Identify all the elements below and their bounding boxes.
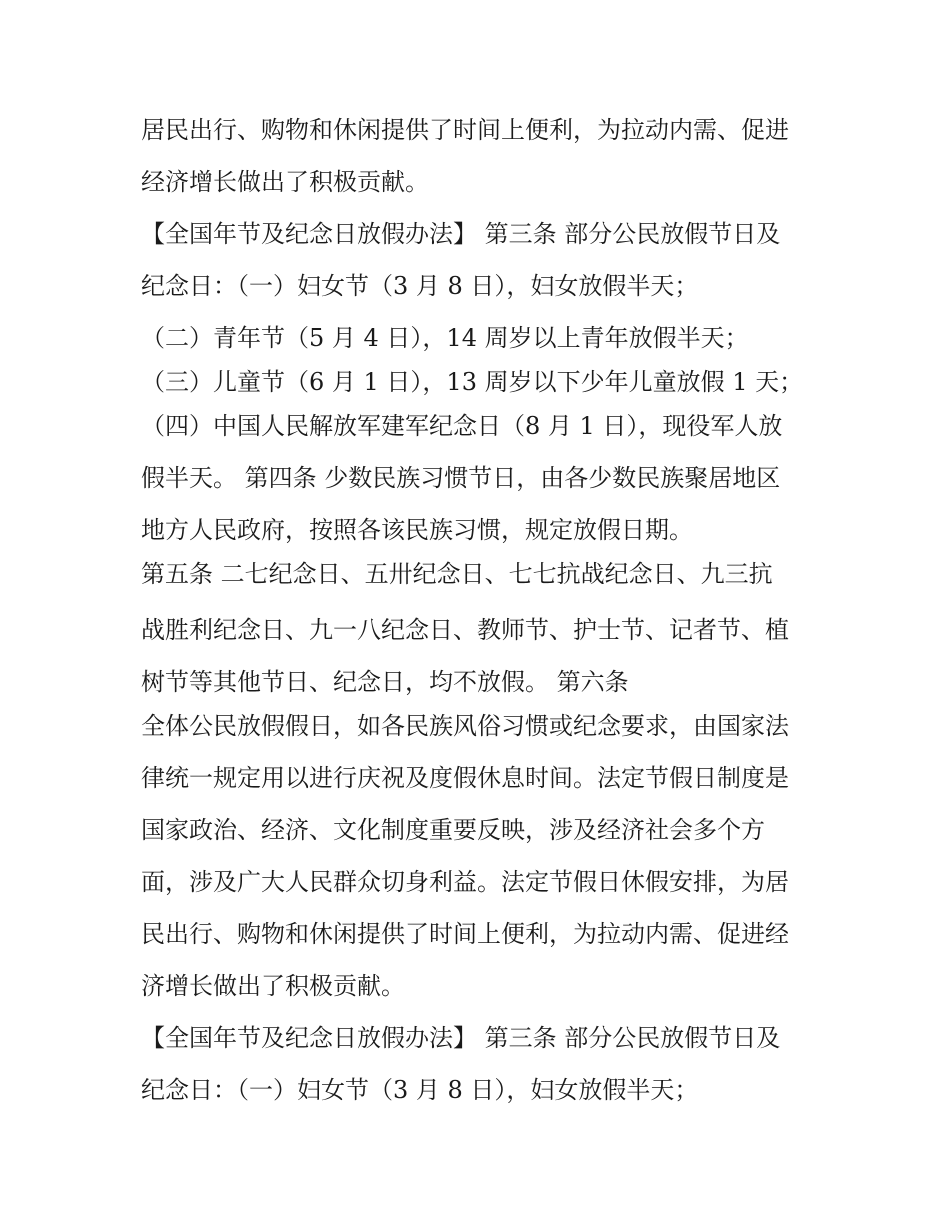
body-text: [141, 104, 821, 1116]
text-line: 民出行、购物和休闲提供了时间上便利，为拉动内需、促进经: [141, 920, 789, 948]
text-line: 【全国年节及纪念日放假办法】 第三条 部分公民放假节日及: [141, 220, 781, 248]
text-line: 全体公民放假假日，如各民族风俗习惯或纪念要求，由国家法: [141, 712, 789, 740]
text-line: 面，涉及广大人民群众切身利益。法定节假日休假安排，为居: [141, 868, 789, 896]
text-line: 战胜利纪念日、九一八纪念日、教师节、护士节、记者节、植: [141, 616, 789, 644]
text-line: 假半天。 第四条 少数民族习惯节日，由各少数民族聚居地区: [141, 464, 781, 492]
text-line: 居民出行、购物和休闲提供了时间上便利，为拉动内需、促进: [141, 116, 789, 144]
text-line: 济增长做出了积极贡献。: [141, 972, 405, 1000]
text-line: （二）青年节（5 月 4 日），14 周岁以上青年放假半天；: [141, 324, 749, 352]
text-line: 纪念日：（一）妇女节（3 月 8 日），妇女放假半天；: [141, 1076, 699, 1104]
text-line: 【全国年节及纪念日放假办法】 第三条 部分公民放假节日及: [141, 1024, 781, 1052]
text-line: （三）儿童节（6 月 1 日），13 周岁以下少年儿童放假 1 天；: [141, 368, 804, 396]
text-line: 地方人民政府，按照各该民族习惯，规定放假日期。: [141, 516, 693, 544]
text-line: 树节等其他节日、纪念日，均不放假。 第六条: [141, 668, 629, 696]
text-line: 第五条 二七纪念日、五卅纪念日、七七抗战纪念日、九三抗: [141, 560, 773, 588]
text-line: 经济增长做出了积极贡献。: [141, 168, 429, 196]
text-line: （四）中国人民解放军建军纪念日（8 月 1 日），现役军人放: [141, 412, 783, 440]
text-line: 国家政治、经济、文化制度重要反映，涉及经济社会多个方: [141, 816, 765, 844]
text-line: 律统一规定用以进行庆祝及度假休息时间。法定节假日制度是: [141, 764, 789, 792]
text-line: 纪念日：（一）妇女节（3 月 8 日），妇女放假半天；: [141, 272, 699, 300]
